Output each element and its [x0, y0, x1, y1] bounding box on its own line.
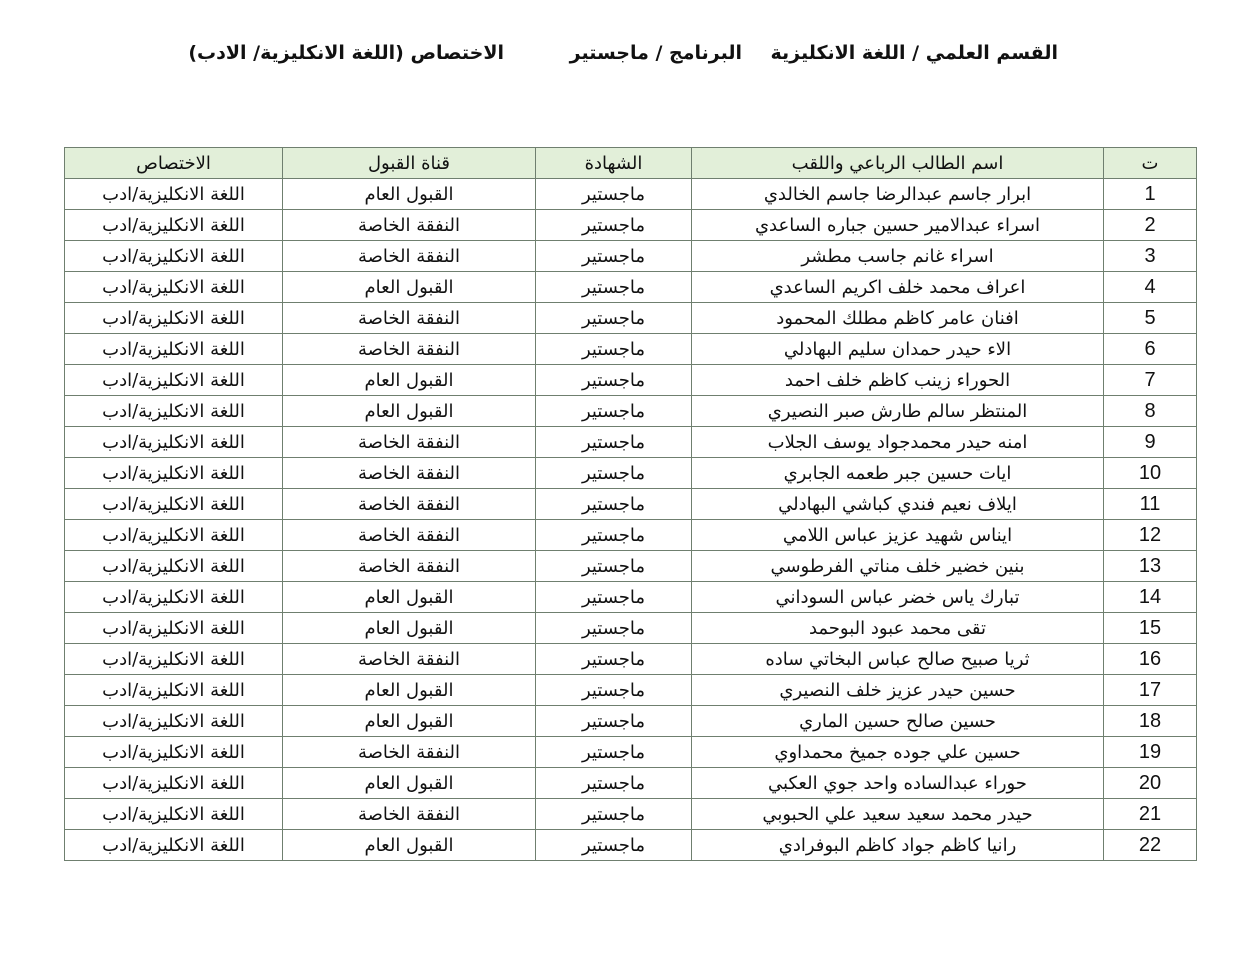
admission-channel-cell: النفقة الخاصة: [283, 489, 536, 520]
specialization-cell: اللغة الانكليزية/ادب: [65, 272, 283, 303]
student-name-cell: افنان عامر كاظم مطلك المحمود: [692, 303, 1104, 334]
row-number-cell: 11: [1104, 489, 1197, 520]
row-number-cell: 20: [1104, 768, 1197, 799]
table-row: [65, 675, 1197, 706]
table-row: [65, 396, 1197, 427]
program-heading: البرنامج / ماجستير: [569, 42, 742, 64]
admission-channel-cell: القبول العام: [283, 675, 536, 706]
student-name-cell: ثريا صبيح صالح عباس البخاتي ساده: [692, 644, 1104, 675]
row-number-cell: 16: [1104, 644, 1197, 675]
specialization-cell: اللغة الانكليزية/ادب: [65, 830, 283, 861]
certificate-cell: ماجستير: [536, 489, 692, 520]
table-row: [65, 768, 1197, 799]
certificate-cell: ماجستير: [536, 210, 692, 241]
specialization-cell: اللغة الانكليزية/ادب: [65, 489, 283, 520]
certificate-cell: ماجستير: [536, 520, 692, 551]
student-name-cell: الاء حيدر حمدان سليم البهادلي: [692, 334, 1104, 365]
certificate-cell: ماجستير: [536, 241, 692, 272]
certificate-cell: ماجستير: [536, 303, 692, 334]
student-name-cell: تقى محمد عبود البوحمد: [692, 613, 1104, 644]
table-row: [65, 458, 1197, 489]
table-body: [65, 179, 1197, 861]
row-number-cell: 17: [1104, 675, 1197, 706]
admission-channel-cell: القبول العام: [283, 365, 536, 396]
certificate-cell: ماجستير: [536, 644, 692, 675]
certificate-cell: ماجستير: [536, 551, 692, 582]
certificate-cell: ماجستير: [536, 365, 692, 396]
student-name-cell: امنه حيدر محمدجواد يوسف الجلاب: [692, 427, 1104, 458]
table-row: [65, 303, 1197, 334]
student-name-cell: حوراء عبدالساده واحد جوي العكبي: [692, 768, 1104, 799]
row-number-cell: 14: [1104, 582, 1197, 613]
table-row: [65, 830, 1197, 861]
certificate-cell: ماجستير: [536, 768, 692, 799]
admission-channel-cell: النفقة الخاصة: [283, 458, 536, 489]
row-number-cell: 1: [1104, 179, 1197, 210]
table-row: [65, 365, 1197, 396]
student-name-cell: بنين خضير خلف مناتي الفرطوسي: [692, 551, 1104, 582]
student-name-cell: ايات حسين جبر طعمه الجابري: [692, 458, 1104, 489]
row-number-cell: 12: [1104, 520, 1197, 551]
student-name-cell: ايلاف نعيم فندي كباشي البهادلي: [692, 489, 1104, 520]
column-header-student-name: اسم الطالب الرباعي واللقب: [692, 148, 1104, 179]
table-row: [65, 737, 1197, 768]
student-name-cell: حيدر محمد سعيد سعيد علي الحبوبي: [692, 799, 1104, 830]
admission-channel-cell: النفقة الخاصة: [283, 427, 536, 458]
table-row: [65, 489, 1197, 520]
row-number-cell: 9: [1104, 427, 1197, 458]
specialization-cell: اللغة الانكليزية/ادب: [65, 644, 283, 675]
certificate-cell: ماجستير: [536, 830, 692, 861]
admission-channel-cell: القبول العام: [283, 582, 536, 613]
row-number-cell: 6: [1104, 334, 1197, 365]
table-row: [65, 210, 1197, 241]
specialization-cell: اللغة الانكليزية/ادب: [65, 427, 283, 458]
header-row: [65, 148, 1197, 179]
specialization-cell: اللغة الانكليزية/ادب: [65, 582, 283, 613]
table-row: [65, 799, 1197, 830]
specialization-cell: اللغة الانكليزية/ادب: [65, 675, 283, 706]
admission-channel-cell: القبول العام: [283, 830, 536, 861]
student-name-cell: ابرار جاسم عبدالرضا جاسم الخالدي: [692, 179, 1104, 210]
certificate-cell: ماجستير: [536, 334, 692, 365]
table-row: [65, 613, 1197, 644]
certificate-cell: ماجستير: [536, 675, 692, 706]
column-header-admission-channel: قناة القبول: [283, 148, 536, 179]
certificate-cell: ماجستير: [536, 582, 692, 613]
certificate-cell: ماجستير: [536, 613, 692, 644]
row-number-cell: 5: [1104, 303, 1197, 334]
specialization-cell: اللغة الانكليزية/ادب: [65, 706, 283, 737]
row-number-cell: 7: [1104, 365, 1197, 396]
row-number-cell: 3: [1104, 241, 1197, 272]
certificate-cell: ماجستير: [536, 706, 692, 737]
table-row: [65, 241, 1197, 272]
specialization-heading: الاختصاص (اللغة الانكليزية/ الادب): [188, 42, 504, 64]
student-name-cell: المنتظر سالم طارش صبر النصيري: [692, 396, 1104, 427]
specialization-cell: اللغة الانكليزية/ادب: [65, 210, 283, 241]
student-name-cell: حسين صالح حسين الماري: [692, 706, 1104, 737]
table-header: [65, 148, 1197, 179]
table-row: [65, 334, 1197, 365]
table-row: [65, 272, 1197, 303]
row-number-cell: 15: [1104, 613, 1197, 644]
specialization-cell: اللغة الانكليزية/ادب: [65, 520, 283, 551]
admission-channel-cell: النفقة الخاصة: [283, 799, 536, 830]
certificate-cell: ماجستير: [536, 799, 692, 830]
row-number-cell: 18: [1104, 706, 1197, 737]
specialization-cell: اللغة الانكليزية/ادب: [65, 396, 283, 427]
row-number-cell: 21: [1104, 799, 1197, 830]
specialization-cell: اللغة الانكليزية/ادب: [65, 334, 283, 365]
admission-channel-cell: النفقة الخاصة: [283, 210, 536, 241]
student-name-cell: حسين علي جوده جميخ محمداوي: [692, 737, 1104, 768]
specialization-cell: اللغة الانكليزية/ادب: [65, 241, 283, 272]
certificate-cell: ماجستير: [536, 272, 692, 303]
row-number-cell: 2: [1104, 210, 1197, 241]
admission-channel-cell: النفقة الخاصة: [283, 241, 536, 272]
student-name-cell: اسراء عبدالامير حسين جباره الساعدي: [692, 210, 1104, 241]
row-number-cell: 10: [1104, 458, 1197, 489]
row-number-cell: 19: [1104, 737, 1197, 768]
column-header-certificate: الشهادة: [536, 148, 692, 179]
admission-channel-cell: القبول العام: [283, 179, 536, 210]
table-row: [65, 582, 1197, 613]
row-number-cell: 4: [1104, 272, 1197, 303]
admission-channel-cell: النفقة الخاصة: [283, 520, 536, 551]
table-row: [65, 427, 1197, 458]
student-name-cell: اسراء غانم جاسب مطشر: [692, 241, 1104, 272]
admission-channel-cell: النفقة الخاصة: [283, 551, 536, 582]
column-header-number: ت: [1104, 148, 1197, 179]
admission-channel-cell: القبول العام: [283, 613, 536, 644]
student-name-cell: رانيا كاظم جواد كاظم البوفرادي: [692, 830, 1104, 861]
admission-channel-cell: النفقة الخاصة: [283, 303, 536, 334]
table-row: [65, 706, 1197, 737]
admission-channel-cell: القبول العام: [283, 768, 536, 799]
admission-channel-cell: النفقة الخاصة: [283, 737, 536, 768]
certificate-cell: ماجستير: [536, 396, 692, 427]
specialization-cell: اللغة الانكليزية/ادب: [65, 365, 283, 396]
student-name-cell: حسين حيدر عزيز خلف النصيري: [692, 675, 1104, 706]
row-number-cell: 13: [1104, 551, 1197, 582]
admission-channel-cell: النفقة الخاصة: [283, 334, 536, 365]
certificate-cell: ماجستير: [536, 737, 692, 768]
admission-channel-cell: النفقة الخاصة: [283, 644, 536, 675]
specialization-cell: اللغة الانكليزية/ادب: [65, 303, 283, 334]
row-number-cell: 22: [1104, 830, 1197, 861]
student-name-cell: تبارك ياس خضر عباس السوداني: [692, 582, 1104, 613]
certificate-cell: ماجستير: [536, 458, 692, 489]
table-row: [65, 179, 1197, 210]
student-name-cell: ايناس شهيد عزيز عباس اللامي: [692, 520, 1104, 551]
specialization-cell: اللغة الانكليزية/ادب: [65, 799, 283, 830]
certificate-cell: ماجستير: [536, 427, 692, 458]
specialization-cell: اللغة الانكليزية/ادب: [65, 737, 283, 768]
specialization-cell: اللغة الانكليزية/ادب: [65, 613, 283, 644]
specialization-cell: اللغة الانكليزية/ادب: [65, 458, 283, 489]
row-number-cell: 8: [1104, 396, 1197, 427]
certificate-cell: ماجستير: [536, 179, 692, 210]
admission-channel-cell: القبول العام: [283, 272, 536, 303]
column-header-specialization: الاختصاص: [65, 148, 283, 179]
admission-channel-cell: القبول العام: [283, 706, 536, 737]
table-row: [65, 520, 1197, 551]
student-roster-table: [64, 147, 1197, 861]
student-name-cell: الحوراء زينب كاظم خلف احمد: [692, 365, 1104, 396]
table-row: [65, 644, 1197, 675]
admission-channel-cell: القبول العام: [283, 396, 536, 427]
specialization-cell: اللغة الانكليزية/ادب: [65, 551, 283, 582]
specialization-cell: اللغة الانكليزية/ادب: [65, 179, 283, 210]
table-row: [65, 551, 1197, 582]
student-name-cell: اعراف محمد خلف اكريم الساعدي: [692, 272, 1104, 303]
department-heading: القسم العلمي / اللغة الانكليزية: [770, 42, 1058, 64]
specialization-cell: اللغة الانكليزية/ادب: [65, 768, 283, 799]
